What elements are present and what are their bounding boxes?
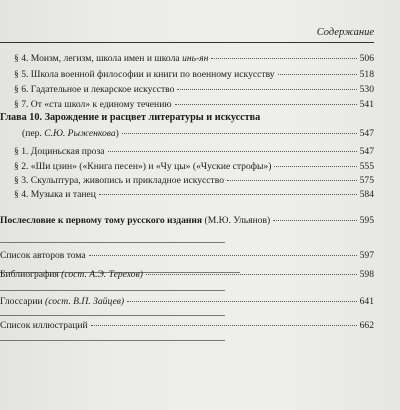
- toc-entry-label: Библиография: [0, 269, 62, 280]
- chapter-title: Глава 10. Зарождение и расцвет литературы и искусства: [0, 112, 261, 123]
- toc-entry-label-italic: инь-ян: [182, 53, 209, 64]
- toc-page-number: 584: [359, 189, 374, 200]
- toc-page-number: 506: [359, 53, 374, 64]
- dot-leader: [278, 74, 357, 75]
- toc-page-number: 595: [359, 215, 374, 226]
- toc-entry: [8, 161, 374, 173]
- toc-page-number: 597: [359, 250, 374, 261]
- dot-leader: [175, 104, 357, 105]
- toc-entry: [8, 175, 374, 187]
- afterword-title: Послесловие к первому тому русского издания: [0, 215, 203, 226]
- dot-leader: [227, 180, 357, 181]
- toc-entry: [0, 296, 374, 308]
- toc-page-number: 547: [359, 128, 374, 139]
- dot-leader: [177, 89, 356, 90]
- divider-rule: [0, 340, 225, 341]
- toc-page-number: 575: [359, 175, 374, 186]
- dot-leader: [273, 220, 356, 221]
- toc-page-number: 518: [359, 69, 374, 80]
- toc-page-number: 541: [359, 99, 374, 110]
- toc-page-number: 555: [359, 161, 374, 172]
- toc-entry-label: § 3. Скульптура, живопись и прикладное искусство: [14, 175, 224, 186]
- toc-entry: [8, 99, 374, 111]
- toc-page-number: 530: [359, 84, 374, 95]
- toc-entry-label: Список авторов тома: [0, 250, 86, 261]
- dot-leader: [274, 166, 356, 167]
- dot-leader: [146, 274, 357, 275]
- toc-entry-label-italic: (сост. А.Э. Терехов): [61, 269, 143, 280]
- divider-rule: [0, 242, 225, 243]
- translator-suffix: ): [115, 128, 119, 139]
- dot-leader: [211, 58, 356, 59]
- toc-entry-label: Список иллюстраций: [0, 320, 88, 331]
- translator-name: С.Ю. Рыженкова: [44, 128, 116, 139]
- dot-leader: [99, 194, 357, 195]
- toc-entry-afterword: [0, 215, 374, 227]
- dot-leader: [91, 325, 357, 326]
- divider-rule: [0, 315, 225, 316]
- toc-entry: [0, 269, 374, 281]
- toc-entry-label: § 2. «Ши цзин» («Книга песен») и «Чу цы» («Чуские строфы»): [14, 161, 272, 172]
- toc-page-number: 662: [359, 320, 374, 331]
- toc-entry: [8, 53, 374, 65]
- dot-leader: [89, 255, 357, 256]
- toc-entry: [8, 69, 374, 81]
- toc-entry-label: § 6. Гадательное и лекарское искусство: [14, 84, 175, 95]
- toc-entry-label: § 5. Школа военной философии и книги по военному искусству: [14, 69, 275, 80]
- toc-entry: [8, 84, 374, 96]
- toc-entry: [0, 320, 374, 332]
- chapter-translator-line: [8, 128, 374, 140]
- toc-entry-label: § 4. Моизм, легизм, школа имен и школа: [14, 53, 183, 64]
- divider-rule: [0, 290, 225, 291]
- toc-entry-label: Глоссарии: [0, 296, 46, 307]
- afterword-author: (М.Ю. Ульянов): [204, 215, 271, 226]
- toc-entry-label-italic: (сост. В.П. Зайцев): [45, 296, 125, 307]
- dot-leader: [127, 301, 357, 302]
- toc-page-number: 547: [359, 146, 374, 157]
- toc-entry: [0, 250, 374, 262]
- running-head: Содержание: [316, 27, 374, 38]
- toc-entry: [8, 189, 374, 201]
- toc-page-number: 598: [359, 269, 374, 280]
- toc-entry-label: § 1. Доциньская проза: [14, 146, 105, 157]
- toc-page-number: 641: [359, 296, 374, 307]
- translator-prefix: (пер.: [22, 128, 45, 139]
- header-rule: [0, 42, 374, 43]
- toc-entry-label: § 4. Музыка и танец: [14, 189, 96, 200]
- toc-entry-label: § 7. От «ста школ» к единому течению: [14, 99, 172, 110]
- toc-entry: [8, 146, 374, 158]
- dot-leader: [108, 151, 357, 152]
- dot-leader: [122, 133, 357, 134]
